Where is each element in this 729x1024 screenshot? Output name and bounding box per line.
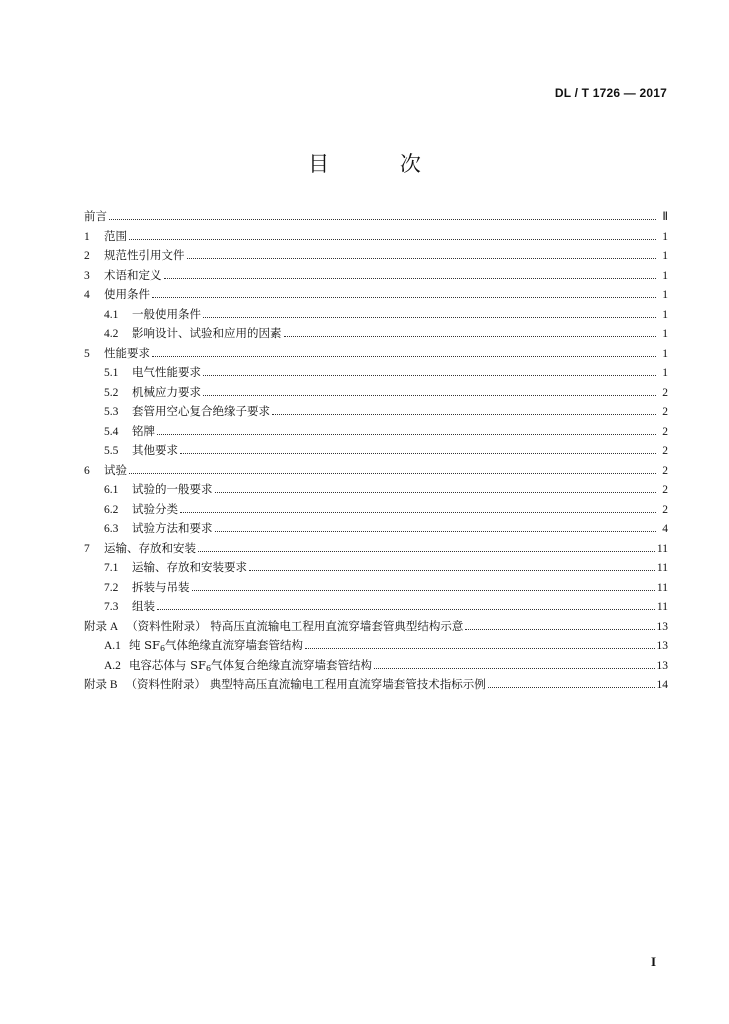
toc-entry[interactable] <box>84 441 668 461</box>
dot-leader <box>272 414 656 415</box>
toc-entry[interactable] <box>84 636 668 656</box>
toc-entry-label: 一般使用条件 <box>132 306 201 321</box>
dot-leader <box>129 239 656 240</box>
dot-leader <box>187 258 657 259</box>
toc-entry-number: 3 <box>84 269 90 282</box>
toc-entry-page: 1 <box>662 367 668 379</box>
toc-entry-page: 11 <box>656 601 668 613</box>
toc-entry-page: 11 <box>656 581 668 594</box>
toc-entry-label: 性能要求 <box>104 345 150 360</box>
toc-entry-page: 2 <box>662 484 668 496</box>
dot-leader <box>180 453 656 454</box>
toc-entry-label: 范围 <box>104 228 127 243</box>
toc-entry-label-part: 气体绝缘直流穿墙套管结构 <box>165 638 304 652</box>
toc-entry-number: 6.3 <box>104 523 119 535</box>
page-number: I <box>650 954 656 969</box>
toc-entry-page: 2 <box>662 386 668 399</box>
dot-leader <box>109 219 656 220</box>
toc-entry-number: 5.5 <box>104 445 119 457</box>
toc-entry-page: 1 <box>662 269 668 282</box>
toc-entry[interactable] <box>84 285 668 305</box>
toc-entry[interactable] <box>84 656 668 676</box>
toc-entry-label: 其他要求 <box>132 443 178 457</box>
toc-entry-number: 5.1 <box>104 367 119 379</box>
toc-entry-page: 1 <box>662 328 668 340</box>
dot-leader <box>152 297 656 298</box>
dot-leader <box>215 531 657 532</box>
page-title: 目 次 <box>308 152 453 176</box>
toc-entry-label: 试验方法和要求 <box>132 521 213 535</box>
toc-entry-label: 规范性引用文件 <box>104 248 185 262</box>
dot-leader <box>488 687 655 688</box>
toc-entry-page: 1 <box>662 230 668 243</box>
toc-entry-page: 1 <box>662 347 668 360</box>
toc-entry-page: 4 <box>662 523 668 535</box>
toc-entry-number: A.2 <box>104 659 121 672</box>
toc-entry-page: 11 <box>656 562 668 574</box>
dot-leader <box>152 356 656 357</box>
toc-entry-page: 13 <box>656 659 668 672</box>
toc-entry-number: 7.3 <box>104 601 119 613</box>
dot-leader <box>157 609 655 610</box>
toc-entry[interactable] <box>84 324 668 344</box>
toc-entry-number: 附录 A <box>84 620 119 633</box>
toc-entry-number: 4.2 <box>104 328 119 340</box>
toc-entry-label: 运输、存放和安装 <box>104 540 196 555</box>
toc-entry-number: 7 <box>84 542 90 555</box>
toc-entry[interactable] <box>84 305 668 325</box>
toc-entry-label-part: 电容芯体与 SF <box>128 657 206 672</box>
toc-entry[interactable] <box>84 402 668 422</box>
toc-entry-number: 7.2 <box>104 581 119 594</box>
toc-entry[interactable] <box>84 266 668 286</box>
toc-entry[interactable] <box>84 597 668 617</box>
toc-entry-label: 术语和定义 <box>104 267 162 282</box>
toc-entry[interactable] <box>84 344 668 364</box>
toc-entry[interactable] <box>84 558 668 578</box>
toc-entry-label: 套管用空心复合绝缘子要求 <box>132 404 270 418</box>
toc-entry[interactable] <box>84 519 668 539</box>
toc-entry[interactable] <box>84 500 668 520</box>
dot-leader <box>198 551 655 552</box>
dot-leader <box>180 512 656 513</box>
toc-entry[interactable] <box>84 578 668 598</box>
toc-entry-number: 6.1 <box>104 484 119 496</box>
toc-entry[interactable] <box>84 480 668 500</box>
toc-entry-label: 拆装与吊装 <box>132 579 190 594</box>
toc-entry-page: 11 <box>656 542 668 555</box>
toc-entry[interactable] <box>84 207 668 227</box>
toc-entry-label: （资料性附录） 典型特高压直流输电工程用直流穿墙套管技术指标示例 <box>125 677 486 691</box>
toc-entry[interactable] <box>84 246 668 266</box>
toc-entry[interactable] <box>84 363 668 383</box>
toc-entry-page: 2 <box>662 406 668 418</box>
toc-entry-label: 电气性能要求 <box>132 365 201 379</box>
toc-entry-number: A.1 <box>104 640 121 652</box>
toc-entry-page: 2 <box>662 425 668 438</box>
dot-leader <box>305 648 654 649</box>
dot-leader <box>465 629 654 630</box>
dot-leader <box>203 375 656 376</box>
toc-entry[interactable] <box>84 617 668 637</box>
toc-entry-number: 7.1 <box>104 562 119 574</box>
toc-entry-label-part: 纯 SF <box>128 638 160 652</box>
toc-entry-label: 运输、存放和安装要求 <box>132 560 247 574</box>
dot-leader <box>192 590 655 591</box>
toc-entry[interactable] <box>84 539 668 559</box>
toc-entry-label: （资料性附录） 特高压直流输电工程用直流穿墙套管典型结构示意 <box>126 618 464 633</box>
toc-entry-number: 5.4 <box>104 425 119 438</box>
toc-entry-number: 5.2 <box>104 386 119 399</box>
toc-entry-label-subscript: 6 <box>159 644 166 653</box>
dot-leader <box>203 317 656 318</box>
toc-entry-number: 4 <box>84 289 90 301</box>
dot-leader <box>203 395 656 396</box>
dot-leader <box>157 434 656 435</box>
toc-entry-page: 14 <box>656 679 668 691</box>
toc-entry-number: 5.3 <box>104 406 119 418</box>
dot-leader <box>249 570 655 571</box>
toc-entry-label-subscript: 6 <box>205 663 212 673</box>
toc-entry-page: 13 <box>656 640 668 652</box>
toc-entry-number: 6 <box>84 464 90 477</box>
dot-leader <box>215 492 657 493</box>
table-of-contents <box>84 207 668 695</box>
dot-leader <box>284 336 657 337</box>
toc-entry-page: 1 <box>662 308 668 321</box>
toc-entry[interactable] <box>84 383 668 403</box>
dot-leader <box>164 278 657 279</box>
dot-leader <box>374 668 654 669</box>
toc-entry-label: 试验 <box>104 462 127 477</box>
toc-entry[interactable] <box>84 227 668 247</box>
toc-entry[interactable] <box>84 422 668 442</box>
toc-entry-number: 1 <box>84 230 90 243</box>
toc-entry[interactable] <box>84 461 668 481</box>
standard-code: DL / T 1726 — 2017 <box>554 86 667 100</box>
toc-entry-number: 5 <box>84 347 90 360</box>
toc-entry-number: 2 <box>84 250 90 262</box>
toc-entry-page: 13 <box>656 620 668 633</box>
toc-entry-number: 6.2 <box>104 503 119 516</box>
toc-entry-page: 1 <box>662 289 668 301</box>
toc-entry-page: 2 <box>662 503 668 516</box>
dot-leader <box>129 473 656 474</box>
toc-entry-label: 使用条件 <box>104 287 150 301</box>
toc-entry[interactable] <box>84 675 668 695</box>
toc-entry-label-part: 气体复合绝缘直流穿墙套管结构 <box>211 657 373 672</box>
toc-entry-page: 1 <box>662 250 668 262</box>
toc-entry-page: 2 <box>662 464 668 477</box>
toc-entry-label: 组装 <box>132 599 155 613</box>
toc-entry-label: 影响设计、试验和应用的因素 <box>132 326 282 340</box>
toc-entry-label: 机械应力要求 <box>132 384 201 399</box>
toc-entry-label: 试验分类 <box>132 501 178 516</box>
toc-entry-label: 铭牌 <box>132 423 155 438</box>
toc-entry-label: 前言 <box>84 209 107 223</box>
toc-entry-page: 2 <box>662 445 668 457</box>
toc-entry-number: 4.1 <box>104 308 119 321</box>
toc-entry-page: Ⅱ <box>662 211 668 223</box>
toc-entry-number: 附录 B <box>84 679 118 691</box>
toc-entry-label: 试验的一般要求 <box>132 482 213 496</box>
